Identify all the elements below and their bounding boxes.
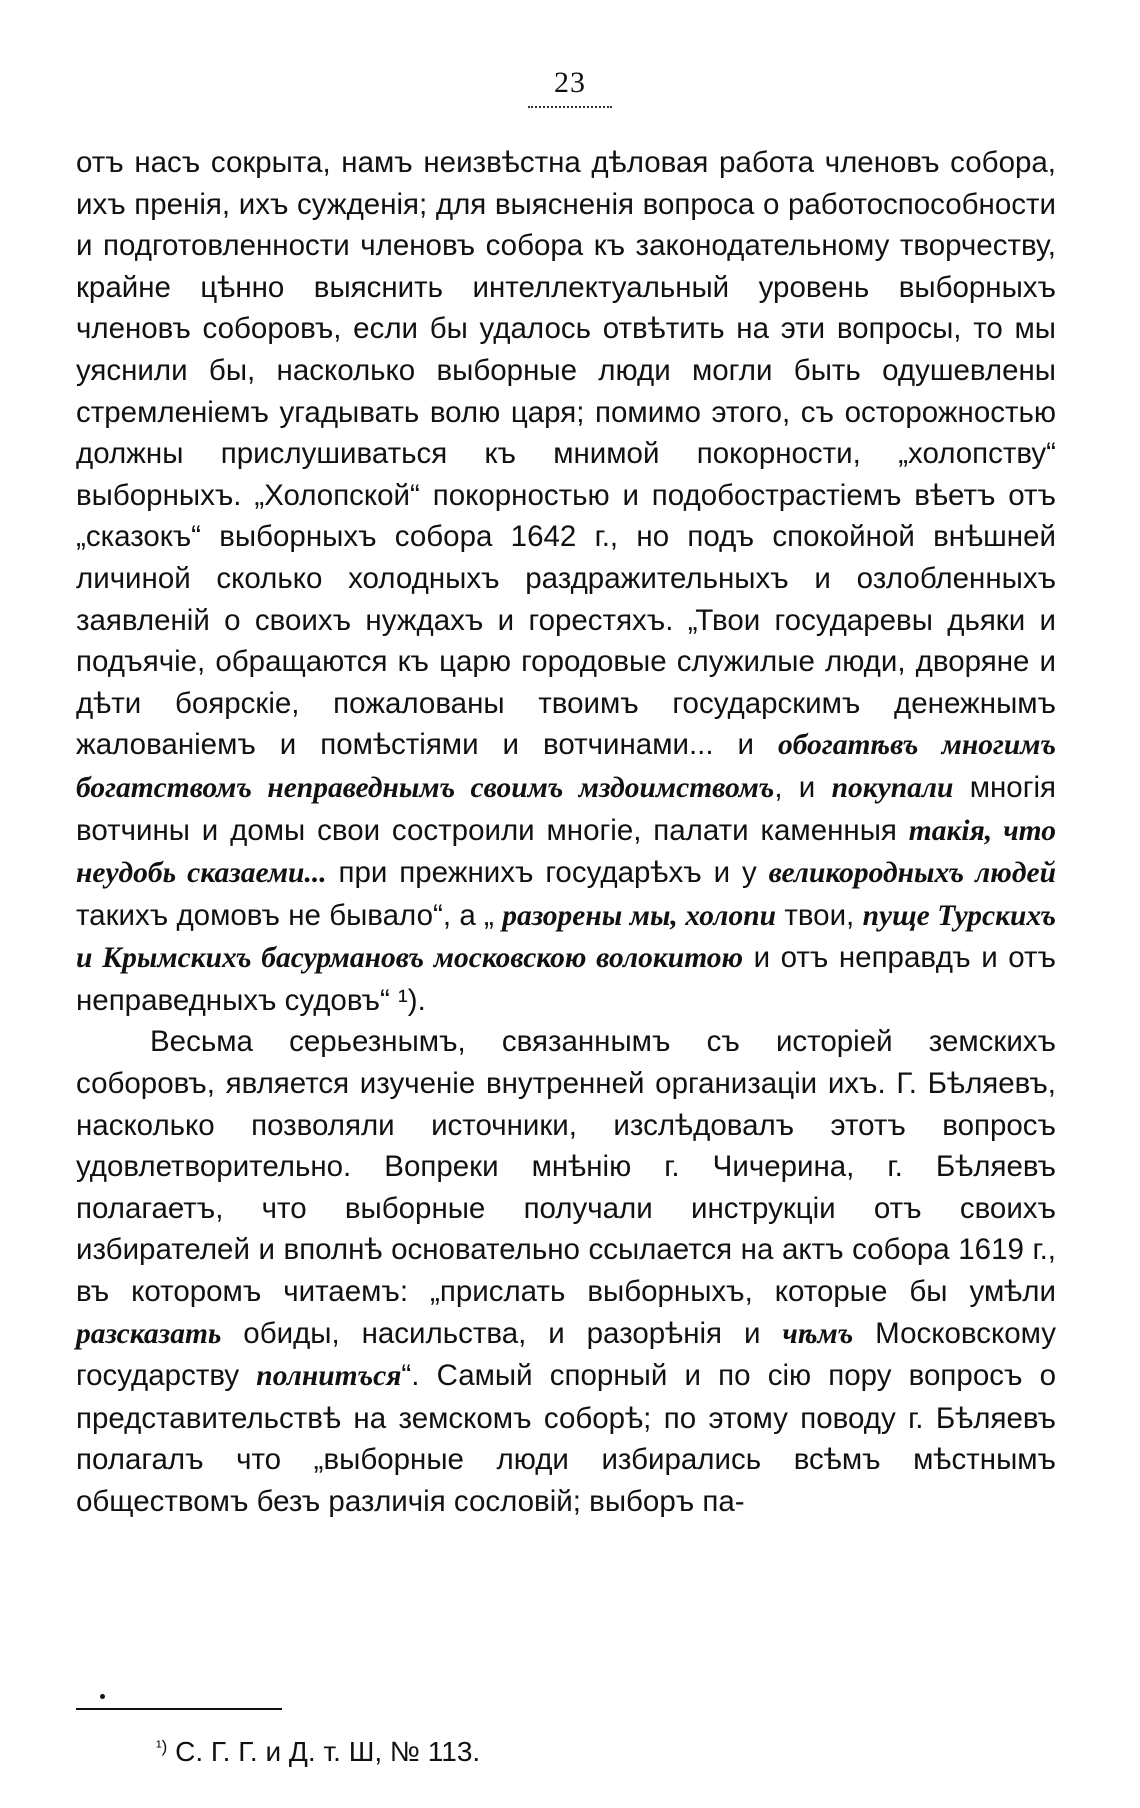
paragraph-2 [76,1021,1056,1522]
page-number-underline [528,106,612,108]
spaced-emphasis-run: разорены мы, холопи [502,899,777,932]
footnote-separator [76,1708,282,1710]
page-number: 23 [554,66,586,99]
spaced-emphasis-run: покупали [831,771,954,804]
text-run: , и [774,770,832,804]
footnote-rule-dot [100,1694,105,1699]
text-run: твои, [776,898,863,932]
text-run: “. Самый спорный и по сію пору вопросъ о представительствѣ на земскомъ соборѣ; по этому поводу г. Бѣляевъ полагалъ что „выборные люди избирались всѣмъ мѣстнымъ обществомъ безъ различія сословій; выборъ па- [76,1359,1056,1518]
spaced-emphasis-run: чѣмъ [782,1317,854,1350]
text-run: обиды, насильства, и разорѣнія и [221,1316,783,1350]
text-run: Весьма серьезнымъ, связаннымъ съ исторіей земскихъ соборовъ, является изученіе внутренней организаціи ихъ. Г. Бѣляевъ, насколько позволяли источники, изслѣдовалъ этотъ вопросъ удовлетворительно. Вопреки мнѣнію г. Чичерина, г. Бѣляевъ полагаетъ, что выборные получали инструкціи отъ своихъ избирателей и вполнѣ основательно ссылается на актъ собора 1619 г., въ которомъ читаемъ: „прислать выборныхъ, которые бы умѣли [76,1025,1056,1309]
text-run: такихъ домовъ не бывало“, а „ [76,898,503,932]
footnote-mark: ¹) [156,1737,168,1756]
footnote [156,1736,480,1768]
spaced-emphasis-run: пуще Турскихъ и Крымскихъ басурмановъ московскою волокитою [76,899,1056,975]
text-run: Московскому государству [76,1316,1056,1393]
text-run: при прежнихъ государѣхъ и у [326,856,769,890]
spaced-emphasis-run: полнитъся [256,1360,402,1393]
spaced-emphasis-run: великородныхъ людей [768,857,1056,890]
paragraph-1 [76,142,1056,1021]
text-run: и отъ неправдъ и отъ неправедныхъ судовъ“ ¹). [76,941,1056,1017]
text-run: многія вотчины и домы свои состроили многіе, палати каменныя [76,770,1057,847]
spaced-emphasis-run: разсказать [76,1317,222,1350]
body-text [76,142,1056,1523]
spaced-emphasis-run: обогатѣвъ многимъ богатствомъ неправеднымъ своимъ мздоимствомъ [76,729,1057,804]
spaced-emphasis-run: такія, что неудобь сказаеми... [76,814,1056,890]
footnote-text: С. Г. Г. и Д. т. Ш, № 113. [167,1736,481,1767]
text-run: отъ насъ сокрыта, намъ неизвѣстна дѣловая работа членовъ собора, ихъ пренія, ихъ сужденія; для выясненія вопроса о работоспособности и подготовленности членовъ собора къ законодательному творчеству, крайне цѣнно выяснить интеллектуальный уровень выборныхъ членовъ соборовъ, если бы удалось отвѣтить на эти вопросы, то мы уяснили бы, насколько выборные люди могли быть одушевлены стремленіемъ угадывать волю царя; помимо этого, съ осторожностью должны прислушиваться къ мнимой покорности, „холопству“ выборныхъ. „Холопской“ покорностью и подобострастіемъ вѣетъ отъ „сказокъ“ выборныхъ собора 1642 г., но подъ спокойной внѣшней личиной сколько холодныхъ раздражительныхъ и озлобленныхъ заявленій о своихъ нуждахъ и горестяхъ. „Твои государевы дьяки и подъячіе, обращаются къ царю городовые служилые люди, дворяне и дѣти боярскіе, пожалованы твоимъ государскимъ денежнымъ жалованіемъ и помѣстіями и вотчинами... и [76,146,1056,762]
